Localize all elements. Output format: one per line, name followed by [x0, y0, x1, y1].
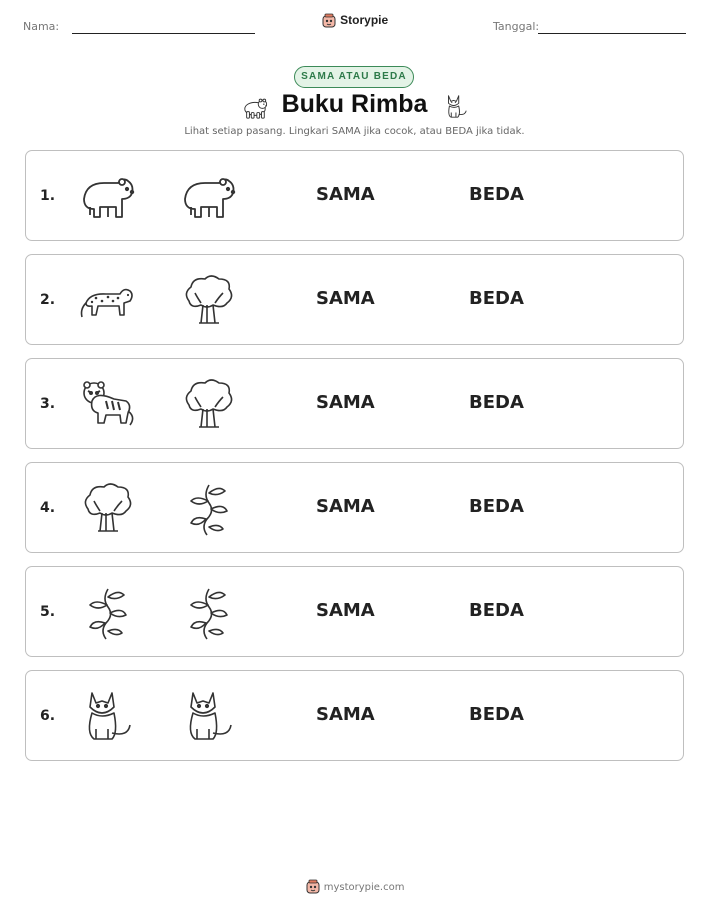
footer-url: mystorypie.com	[323, 882, 405, 893]
question-number: 3.	[40, 396, 56, 412]
same-option[interactable]: SAMA	[316, 184, 375, 205]
vine-art	[78, 585, 136, 640]
bear-icon	[78, 169, 136, 224]
question-row-6	[25, 670, 684, 761]
different-option[interactable]: BEDA	[469, 392, 524, 413]
same-option[interactable]: SAMA	[316, 392, 375, 413]
question-number: 2.	[40, 292, 56, 308]
name-line[interactable]	[72, 33, 255, 34]
wolf-art	[179, 689, 237, 744]
name-label: Nama:	[23, 20, 60, 33]
question-row-3	[25, 358, 684, 449]
different-option[interactable]: BEDA	[469, 704, 524, 725]
tree-icon	[78, 481, 136, 536]
footer	[0, 879, 709, 895]
wolf-icon	[179, 689, 237, 744]
different-option[interactable]: BEDA	[469, 288, 524, 309]
vine-art	[179, 481, 237, 536]
different-option[interactable]: BEDA	[469, 496, 524, 517]
wolf-icon	[441, 90, 469, 126]
question-row-2	[25, 254, 684, 345]
storypie-logo-icon	[321, 13, 337, 29]
question-row-4	[25, 462, 684, 553]
tree-art	[78, 481, 136, 536]
tiger-icon	[78, 377, 136, 432]
same-option[interactable]: SAMA	[316, 496, 375, 517]
tree-art	[179, 273, 237, 328]
question-row-5	[25, 566, 684, 657]
wolf-icon	[78, 689, 136, 744]
question-row-1	[25, 150, 684, 241]
same-option[interactable]: SAMA	[316, 600, 375, 621]
different-option[interactable]: BEDA	[469, 184, 524, 205]
tiger-art	[78, 377, 136, 432]
activity-badge: SAMA ATAU BEDA	[294, 66, 414, 88]
tree-icon	[179, 377, 237, 432]
vine-icon	[78, 585, 136, 640]
vine-icon	[179, 585, 237, 640]
question-number: 6.	[40, 708, 56, 724]
vine-icon	[179, 481, 237, 536]
vine-art	[179, 585, 237, 640]
leopard-art	[78, 273, 136, 328]
page-title: Buku Rimba	[281, 90, 428, 118]
question-number: 1.	[40, 188, 56, 204]
date-label: Tanggal:	[493, 20, 540, 33]
bear-icon	[179, 169, 237, 224]
same-option[interactable]: SAMA	[316, 704, 375, 725]
bear-art	[179, 169, 237, 224]
wolf-art	[78, 689, 136, 744]
leopard-icon	[78, 273, 136, 328]
instructions: Lihat setiap pasang. Lingkari SAMA jika cocok, atau BEDA jika tidak.	[184, 126, 525, 137]
tree-art	[179, 377, 237, 432]
same-option[interactable]: SAMA	[316, 288, 375, 309]
bear-art	[78, 169, 136, 224]
date-line[interactable]	[538, 33, 686, 34]
brand-name: Storypie	[340, 13, 389, 28]
storypie-logo-icon	[305, 879, 321, 895]
question-number: 5.	[40, 604, 56, 620]
tree-icon	[179, 273, 237, 328]
question-number: 4.	[40, 500, 56, 516]
different-option[interactable]: BEDA	[469, 600, 524, 621]
brand	[0, 13, 709, 29]
